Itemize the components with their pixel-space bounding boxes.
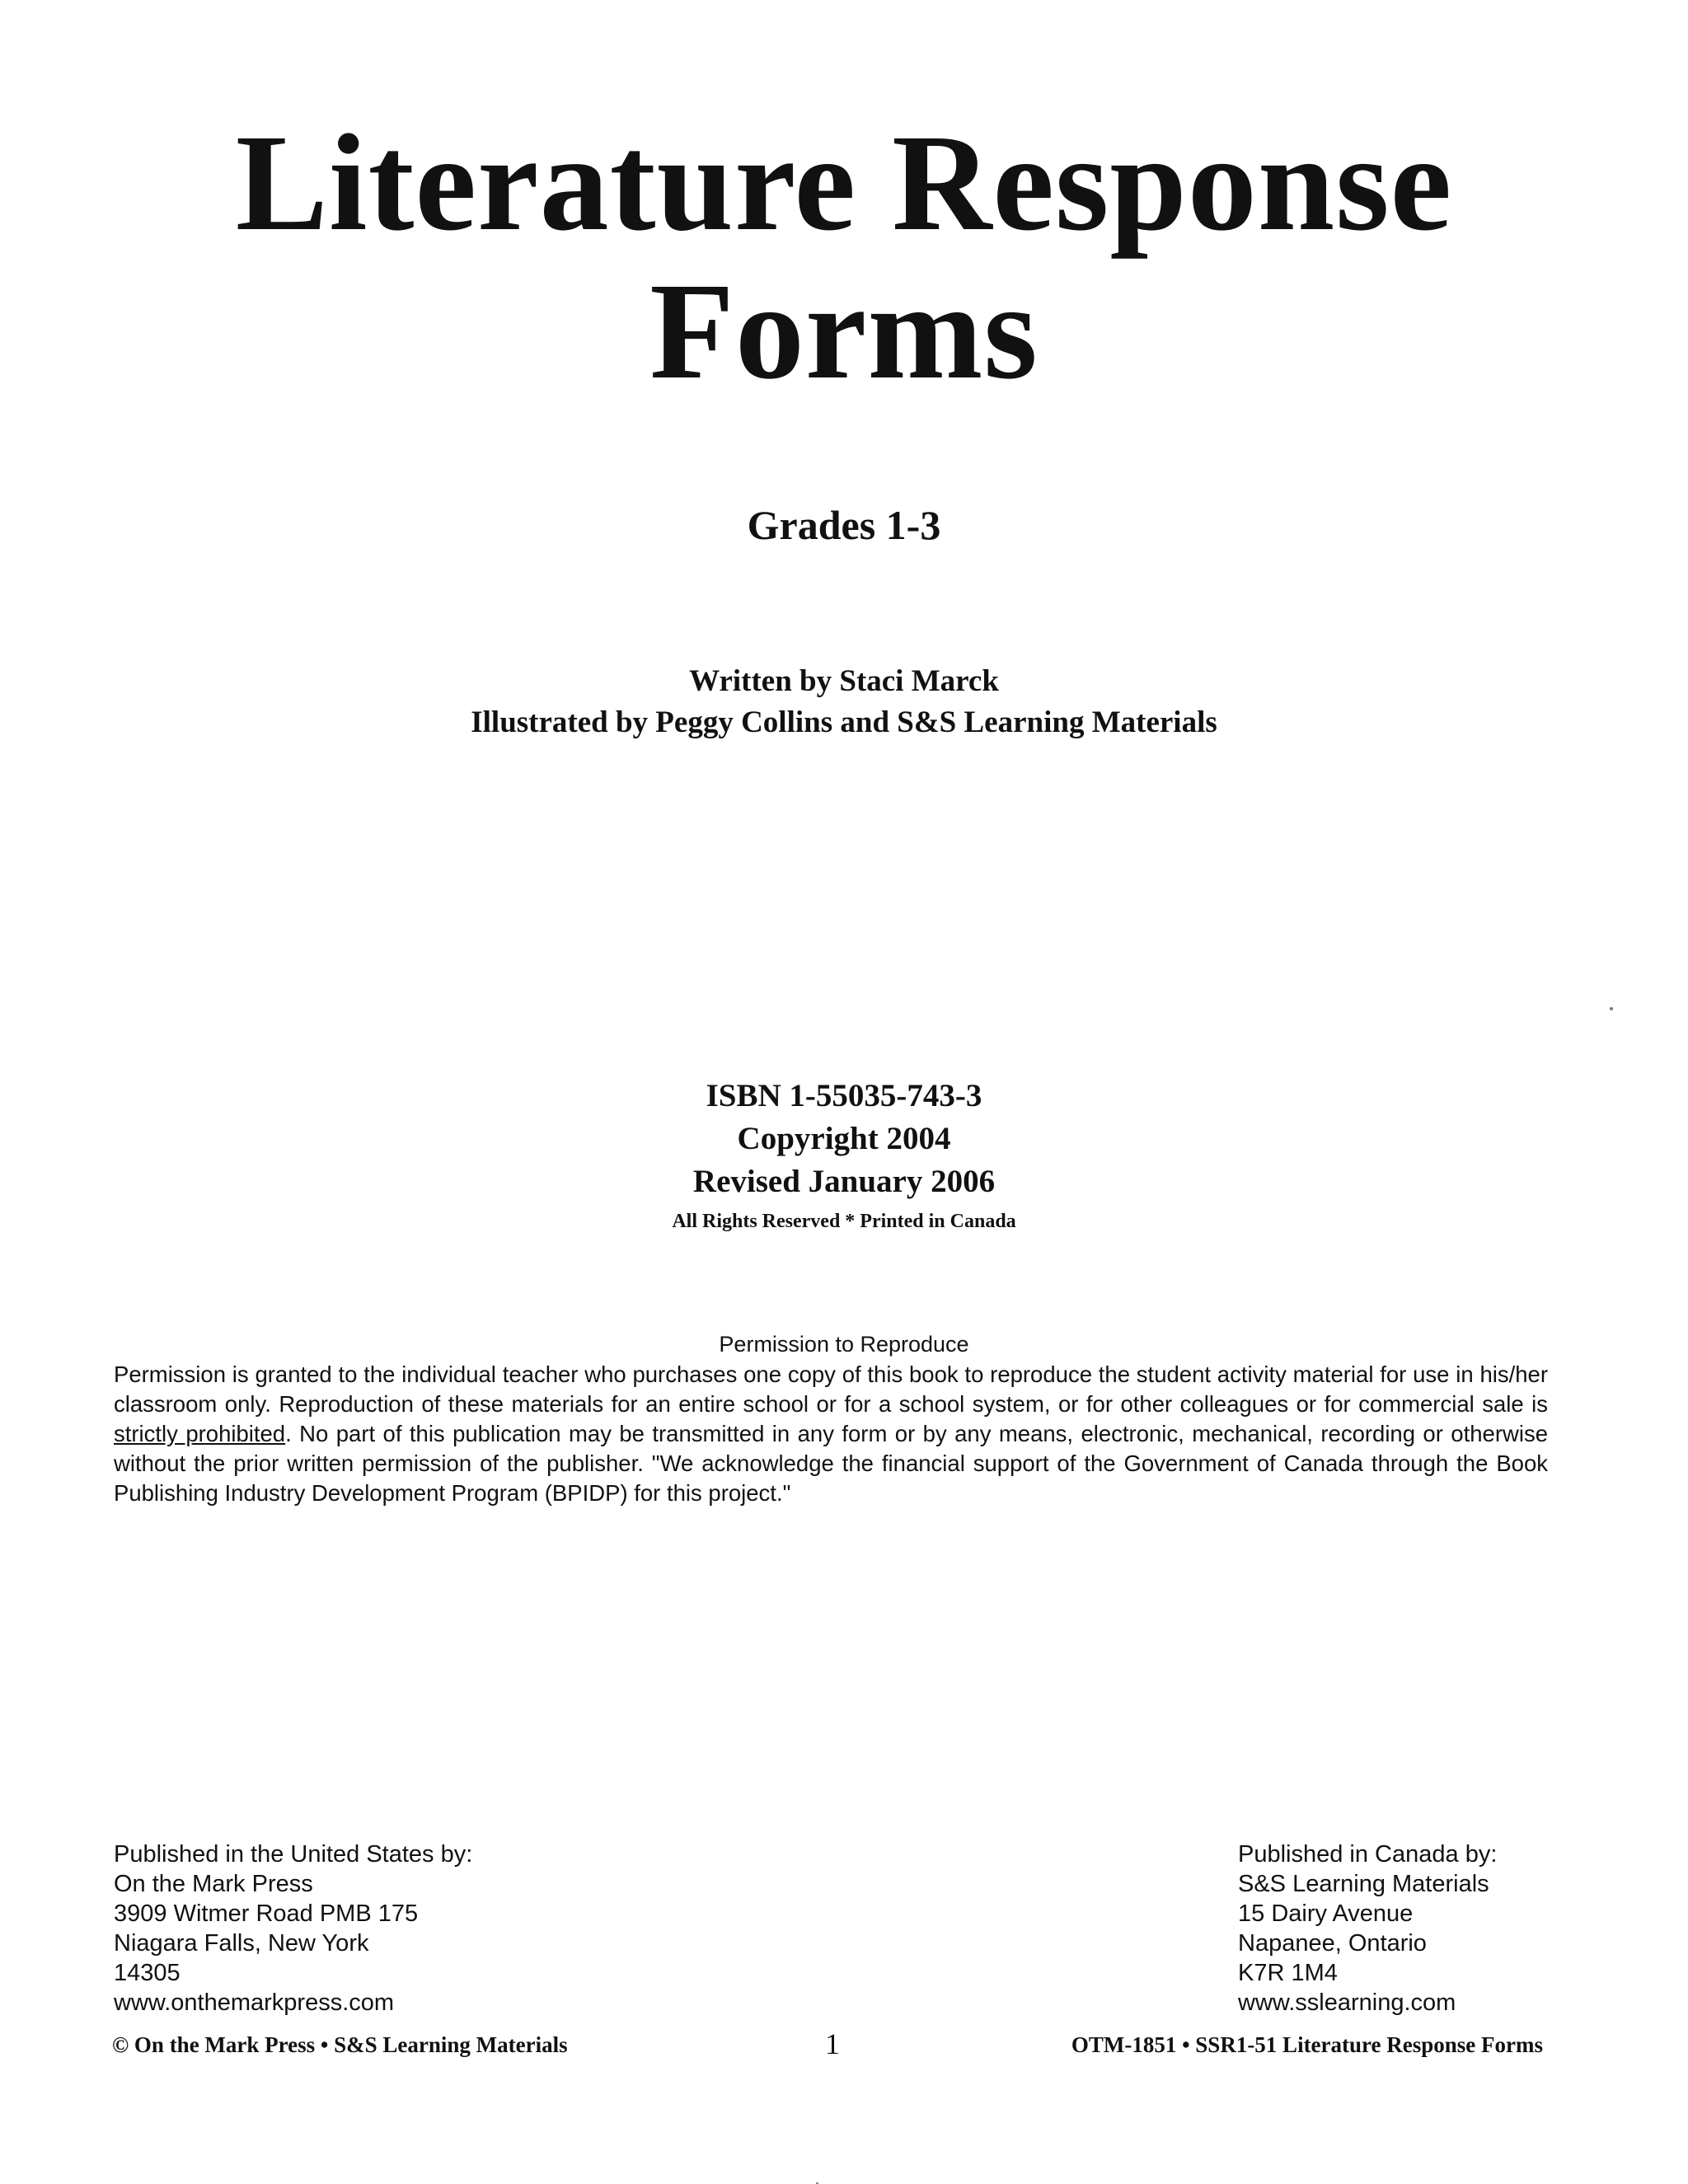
us-publisher-address (114, 1840, 472, 2018)
us-publisher-website: www.onthemarkpress.com (114, 1990, 395, 2016)
canada-publisher-street: 15 Dairy Avenue (1238, 1900, 1414, 1927)
title-line-1: Literature Response (235, 106, 1453, 260)
canada-publisher-name: S&S Learning Materials (1238, 1871, 1489, 1897)
us-publisher-heading: Published in the United States by: (114, 1841, 473, 1868)
canada-publisher-city: Napanee, Ontario (1238, 1930, 1427, 1957)
footer-copyright: © On the Mark Press • S&S Learning Materials (112, 2032, 568, 2057)
isbn: ISBN 1-55035-743-3 (706, 1078, 982, 1113)
canada-publisher-postal: K7R 1M4 (1238, 1960, 1338, 1986)
canada-publisher-website: www.sslearning.com (1238, 1990, 1456, 2016)
scan-speck (1610, 1007, 1613, 1010)
permission-text-part-1: Permission is granted to the individual teacher who purchases one copy of this book to reproduce the student activity material for use in his/her classroom only. Reproduction of these materials for an entire school or for a school system, or for other colleagues or for commercial sale is (114, 1361, 1548, 1417)
permission-text (114, 1360, 1548, 1508)
permission-heading: Permission to Reproduce (719, 1332, 969, 1357)
grade-level: Grades 1-3 (747, 502, 941, 548)
us-publisher-street: 3909 Witmer Road PMB 175 (114, 1900, 419, 1927)
permission-emphasis: strictly prohibited (114, 1421, 286, 1446)
permission-text-part-2: . No part of this publication may be transmitted in any form or by any means, electronic, mechanical, recording or otherwise without the prior written permission of the publisher. "We acknowledge the financial support of the Government of Canada through the Book Publishing Industry Development Program (BPIDP) for this project." (114, 1421, 1548, 1506)
page-number: 1 (825, 2027, 840, 2060)
title-line-2: Forms (649, 255, 1039, 408)
footer-product-code: OTM-1851 • SSR1-51 Literature Response Forms (1071, 2032, 1543, 2057)
rights-notice: All Rights Reserved * Printed in Canada (672, 1211, 1016, 1232)
canada-publisher-address (1238, 1840, 1497, 2018)
us-publisher-city: Niagara Falls, New York (114, 1930, 369, 1957)
us-publisher-name: On the Mark Press (114, 1871, 313, 1897)
us-publisher-postal: 14305 (114, 1960, 181, 1986)
copyright: Copyright 2004 (737, 1121, 951, 1156)
author-credit: Written by Staci Marck (689, 664, 999, 698)
canada-publisher-heading: Published in Canada by: (1238, 1841, 1498, 1868)
revision-date: Revised January 2006 (692, 1164, 996, 1199)
illustrator-credit: Illustrated by Peggy Collins and S&S Learning Materials (471, 705, 1217, 739)
